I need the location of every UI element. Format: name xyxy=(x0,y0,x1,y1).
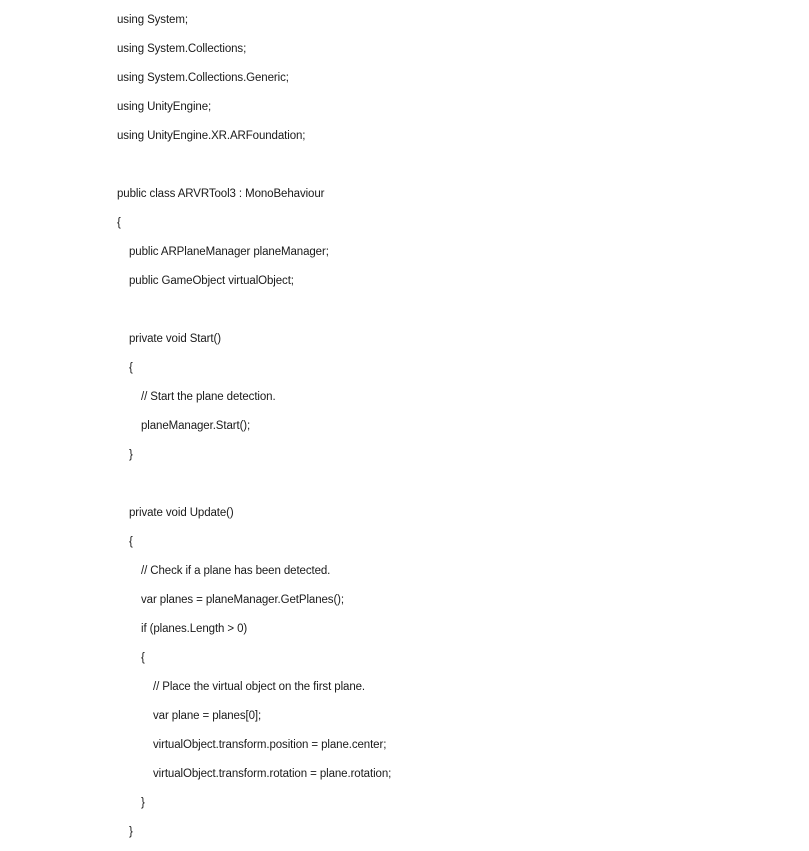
code-line-set-position: virtualObject.transform.position = plane.center; xyxy=(153,739,387,751)
code-line-field-plane-manager: public ARPlaneManager planeManager; xyxy=(129,246,329,258)
code-line-comment-check-plane: // Check if a plane has been detected. xyxy=(141,565,331,577)
code-line-var-plane: var plane = planes[0]; xyxy=(153,710,262,722)
code-line-using-collections-generic: using System.Collections.Generic; xyxy=(117,72,289,84)
code-line-comment-start-detection: // Start the plane detection. xyxy=(141,391,276,403)
code-line-update-open-brace: { xyxy=(129,536,133,548)
code-line-update-method: private void Update() xyxy=(129,507,234,519)
code-line-plane-manager-start: planeManager.Start(); xyxy=(141,420,251,432)
code-line-get-planes: var planes = planeManager.GetPlanes(); xyxy=(141,594,345,606)
code-line-field-virtual-object: public GameObject virtualObject; xyxy=(129,275,294,287)
code-line-using-arfoundation: using UnityEngine.XR.ARFoundation; xyxy=(117,130,306,142)
code-line-if-open-brace: { xyxy=(141,652,145,664)
code-line-class-open-brace: { xyxy=(117,217,121,229)
code-line-if-planes-length: if (planes.Length > 0) xyxy=(141,623,248,635)
code-line-if-close-brace: } xyxy=(141,797,145,809)
code-line-class-declaration: public class ARVRTool3 : MonoBehaviour xyxy=(117,188,325,200)
code-line-set-rotation: virtualObject.transform.rotation = plane.rotation; xyxy=(153,768,392,780)
code-line-using-unityengine: using UnityEngine; xyxy=(117,101,212,113)
code-line-update-close-brace: } xyxy=(129,826,133,838)
code-line-start-close-brace: } xyxy=(129,449,133,461)
code-line-start-method: private void Start() xyxy=(129,333,221,345)
code-line-using-system: using System; xyxy=(117,14,188,26)
code-line-comment-place-object: // Place the virtual object on the first plane. xyxy=(153,681,366,693)
code-line-start-open-brace: { xyxy=(129,362,133,374)
code-line-using-collections: using System.Collections; xyxy=(117,43,247,55)
